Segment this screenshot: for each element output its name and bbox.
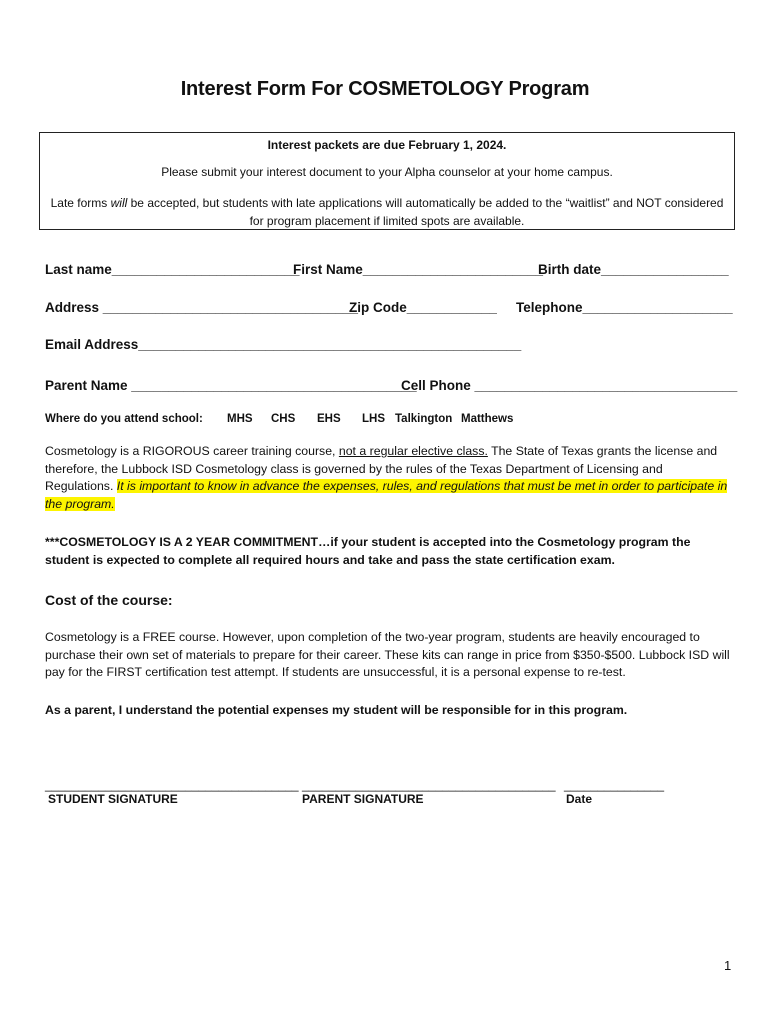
- notice-box: [39, 132, 735, 230]
- school-option-chs[interactable]: CHS: [271, 413, 296, 425]
- school-option-matthews[interactable]: Matthews: [461, 413, 514, 425]
- cost-heading: Cost of the course:: [45, 592, 173, 608]
- first-name-field[interactable]: First Name________________________: [293, 262, 543, 277]
- due-date-notice: Interest packets are due February 1, 2024.: [267, 138, 507, 152]
- intro-text-1: Cosmetology is a RIGOROUS career training course,: [45, 444, 339, 458]
- cost-paragraph: Cosmetology is a FREE course. However, upon completion of the two-year program, students are heavily encouraged to purchase their own set of materials to prepare for their career. These kits can range in price from $350-$500. Lubbock ISD will pay for the FIRST certification test attempt. If students are unsuccessful, it is a personal expense to re-test.: [45, 630, 730, 679]
- school-option-talkington[interactable]: Talkington: [395, 413, 453, 425]
- intro-paragraph: [45, 443, 730, 513]
- address-field[interactable]: Address __________________________________: [45, 300, 359, 315]
- page-number: 1: [724, 958, 732, 973]
- late-text-will: will: [110, 196, 128, 210]
- parent-name-field[interactable]: Parent Name ______________________________________: [45, 378, 417, 393]
- late-text-end: be accepted, but students with late applications will automatically be added to the “waitlist” and NOT considered for program placement if limited spots are available.: [127, 196, 724, 228]
- date-label: Date: [566, 792, 593, 806]
- zip-code-field[interactable]: Zip Code____________: [349, 300, 497, 315]
- student-signature-line[interactable]: ______________________________________: [45, 778, 299, 792]
- last-name-field[interactable]: Last name_________________________: [45, 262, 300, 277]
- telephone-field[interactable]: Telephone____________________: [516, 300, 733, 315]
- school-option-ehs[interactable]: EHS: [317, 413, 341, 425]
- intro-underlined: not a regular elective class.: [338, 444, 488, 458]
- school-option-lhs[interactable]: LHS: [362, 413, 385, 425]
- submit-instructions: Please submit your interest document to your Alpha counselor at your home campus.: [161, 165, 613, 179]
- parent-acknowledgement: As a parent, I understand the potential expenses my student will be responsible for in this program.: [45, 703, 628, 717]
- parent-signature-label: PARENT SIGNATURE: [302, 792, 424, 806]
- page-title: Interest Form For COSMETOLOGY Program: [180, 78, 590, 100]
- school-label: Where do you attend school:: [45, 413, 203, 425]
- intro-text-2: The State of Texas grants the license and therefore, the Lubbock ISD Cosmetology class is governed by the rules of the Texas Department of Licensing and Regulations.: [45, 444, 718, 493]
- late-forms-notice: [50, 194, 724, 230]
- student-signature-label: STUDENT SIGNATURE: [48, 792, 178, 806]
- date-line[interactable]: _______________: [564, 778, 665, 792]
- parent-signature-line[interactable]: ______________________________________: [302, 778, 556, 792]
- email-field[interactable]: Email Address___________________________________________________: [45, 337, 522, 352]
- intro-highlight: It is important to know in advance the expenses, rules, and regulations that must be met in order to participate in the program.: [45, 479, 728, 511]
- cell-phone-field[interactable]: Cell Phone ___________________________________: [401, 378, 738, 393]
- school-option-mhs[interactable]: MHS: [227, 413, 253, 425]
- commitment-notice: ***COSMETOLOGY IS A 2 YEAR COMMITMENT…if your student is accepted into the Cosmetology program the student is expected to complete all required hours and take and pass the state certification exam.: [45, 535, 691, 567]
- late-text-start: Late forms: [50, 196, 111, 210]
- birth-date-field[interactable]: Birth date_________________: [538, 262, 729, 277]
